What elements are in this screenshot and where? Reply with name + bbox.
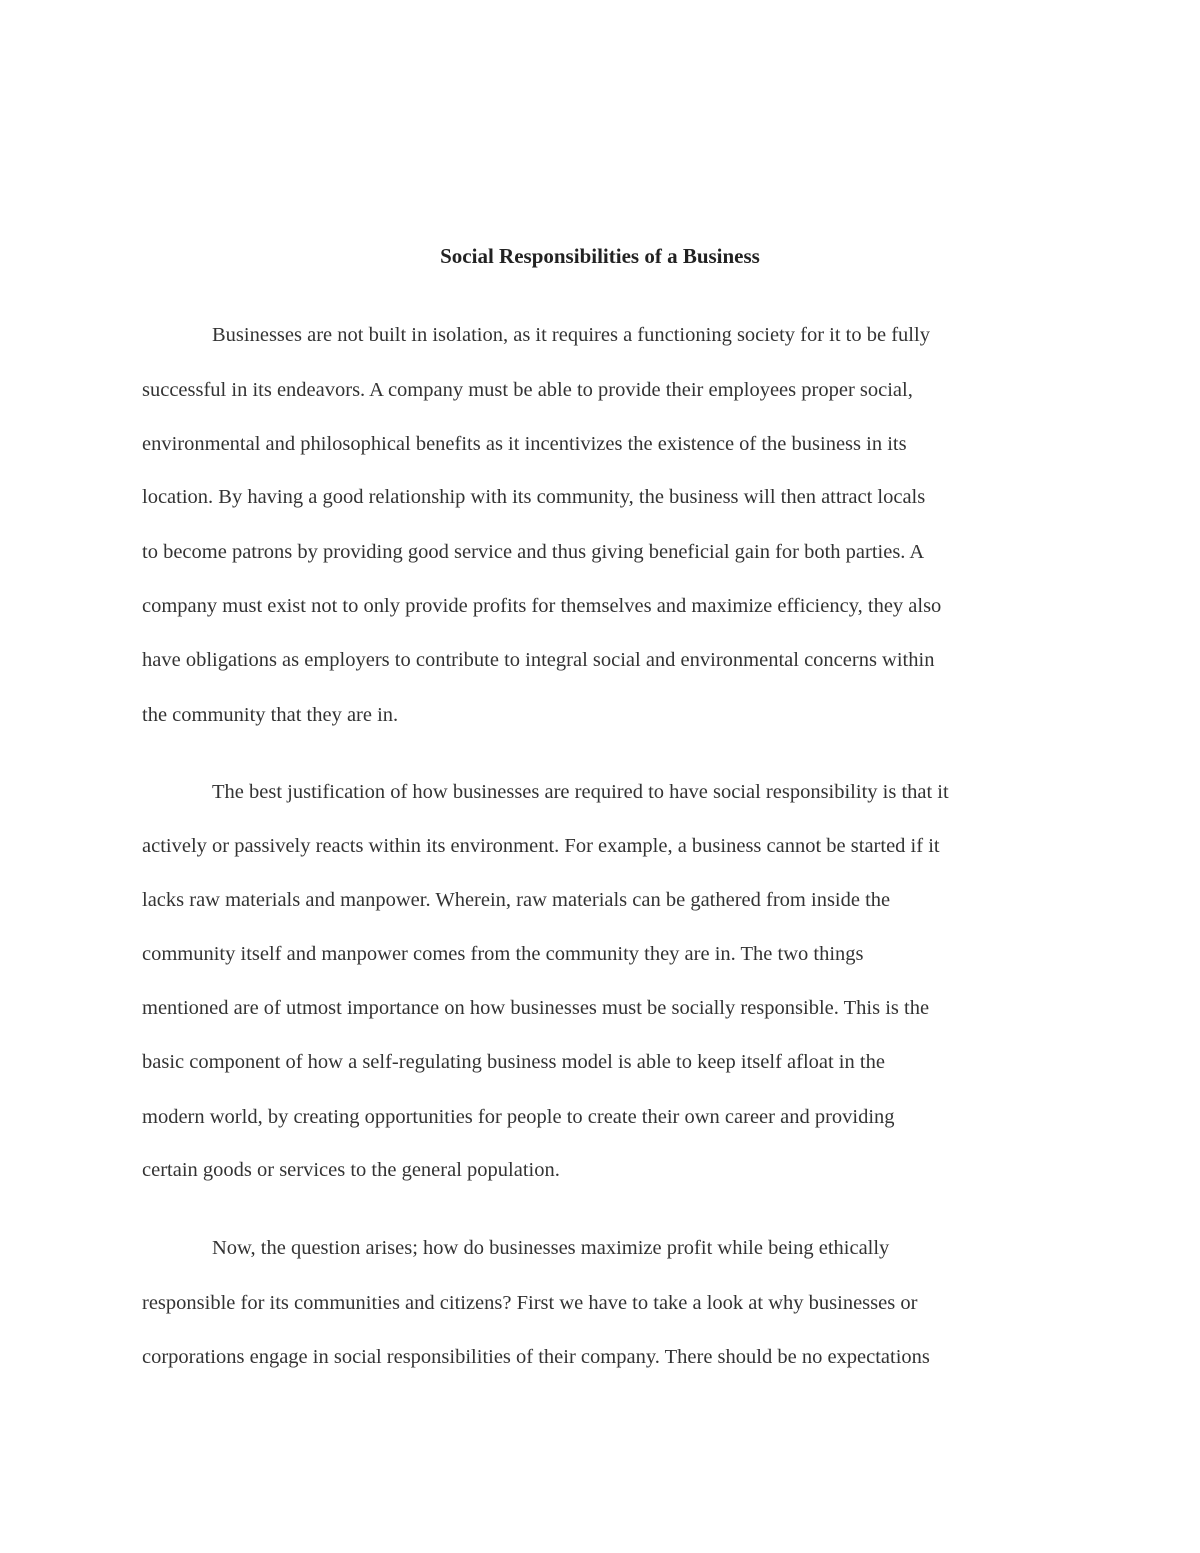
paragraph-2-line-7: modern world, by creating opportunities for people to create their own career and providing: [142, 1106, 895, 1128]
paragraph-2-line-1: The best justification of how businesses are required to have social responsibility is that it: [212, 781, 949, 803]
paragraph-1-line-5: to become patrons by providing good service and thus giving beneficial gain for both parties. A: [142, 541, 925, 563]
paragraph-2-line-3: lacks raw materials and manpower. Wherein, raw materials can be gathered from inside the: [142, 889, 891, 911]
document-title: Social Responsibilities of a Business: [440, 244, 760, 268]
paragraph-3-line-1: Now, the question arises; how do businesses maximize profit while being ethically: [212, 1237, 890, 1259]
paragraph-1-line-4: location. By having a good relationship with its community, the business will then attract locals: [142, 486, 926, 508]
paragraph-2-line-4: community itself and manpower comes from the community they are in. The two things: [142, 943, 864, 965]
paragraph-2-line-5: mentioned are of utmost importance on how businesses must be socially responsible. This is the: [142, 997, 930, 1019]
paragraph-2-line-8: certain goods or services to the general population.: [142, 1159, 560, 1181]
paragraph-2-line-2: actively or passively reacts within its environment. For example, a business cannot be started if it: [142, 835, 940, 857]
paragraph-1-line-3: environmental and philosophical benefits as it incentivizes the existence of the business in its: [142, 433, 907, 455]
paragraph-3-line-2: responsible for its communities and citizens? First we have to take a look at why businesses or: [142, 1292, 918, 1314]
paragraph-2-line-6: basic component of how a self-regulating business model is able to keep itself afloat in the: [142, 1051, 885, 1073]
paragraph-1-line-6: company must exist not to only provide profits for themselves and maximize efficiency, they also: [142, 595, 942, 617]
paragraph-3-line-3: corporations engage in social responsibilities of their company. There should be no expectations: [142, 1346, 930, 1368]
paragraph-1-line-7: have obligations as employers to contribute to integral social and environmental concerns within: [142, 649, 935, 671]
paragraph-1-line-8: the community that they are in.: [142, 704, 399, 726]
paragraph-1-line-1: Businesses are not built in isolation, as it requires a functioning society for it to be fully: [212, 324, 930, 346]
paragraph-1-line-2: successful in its endeavors. A company must be able to provide their employees proper social,: [142, 379, 913, 401]
